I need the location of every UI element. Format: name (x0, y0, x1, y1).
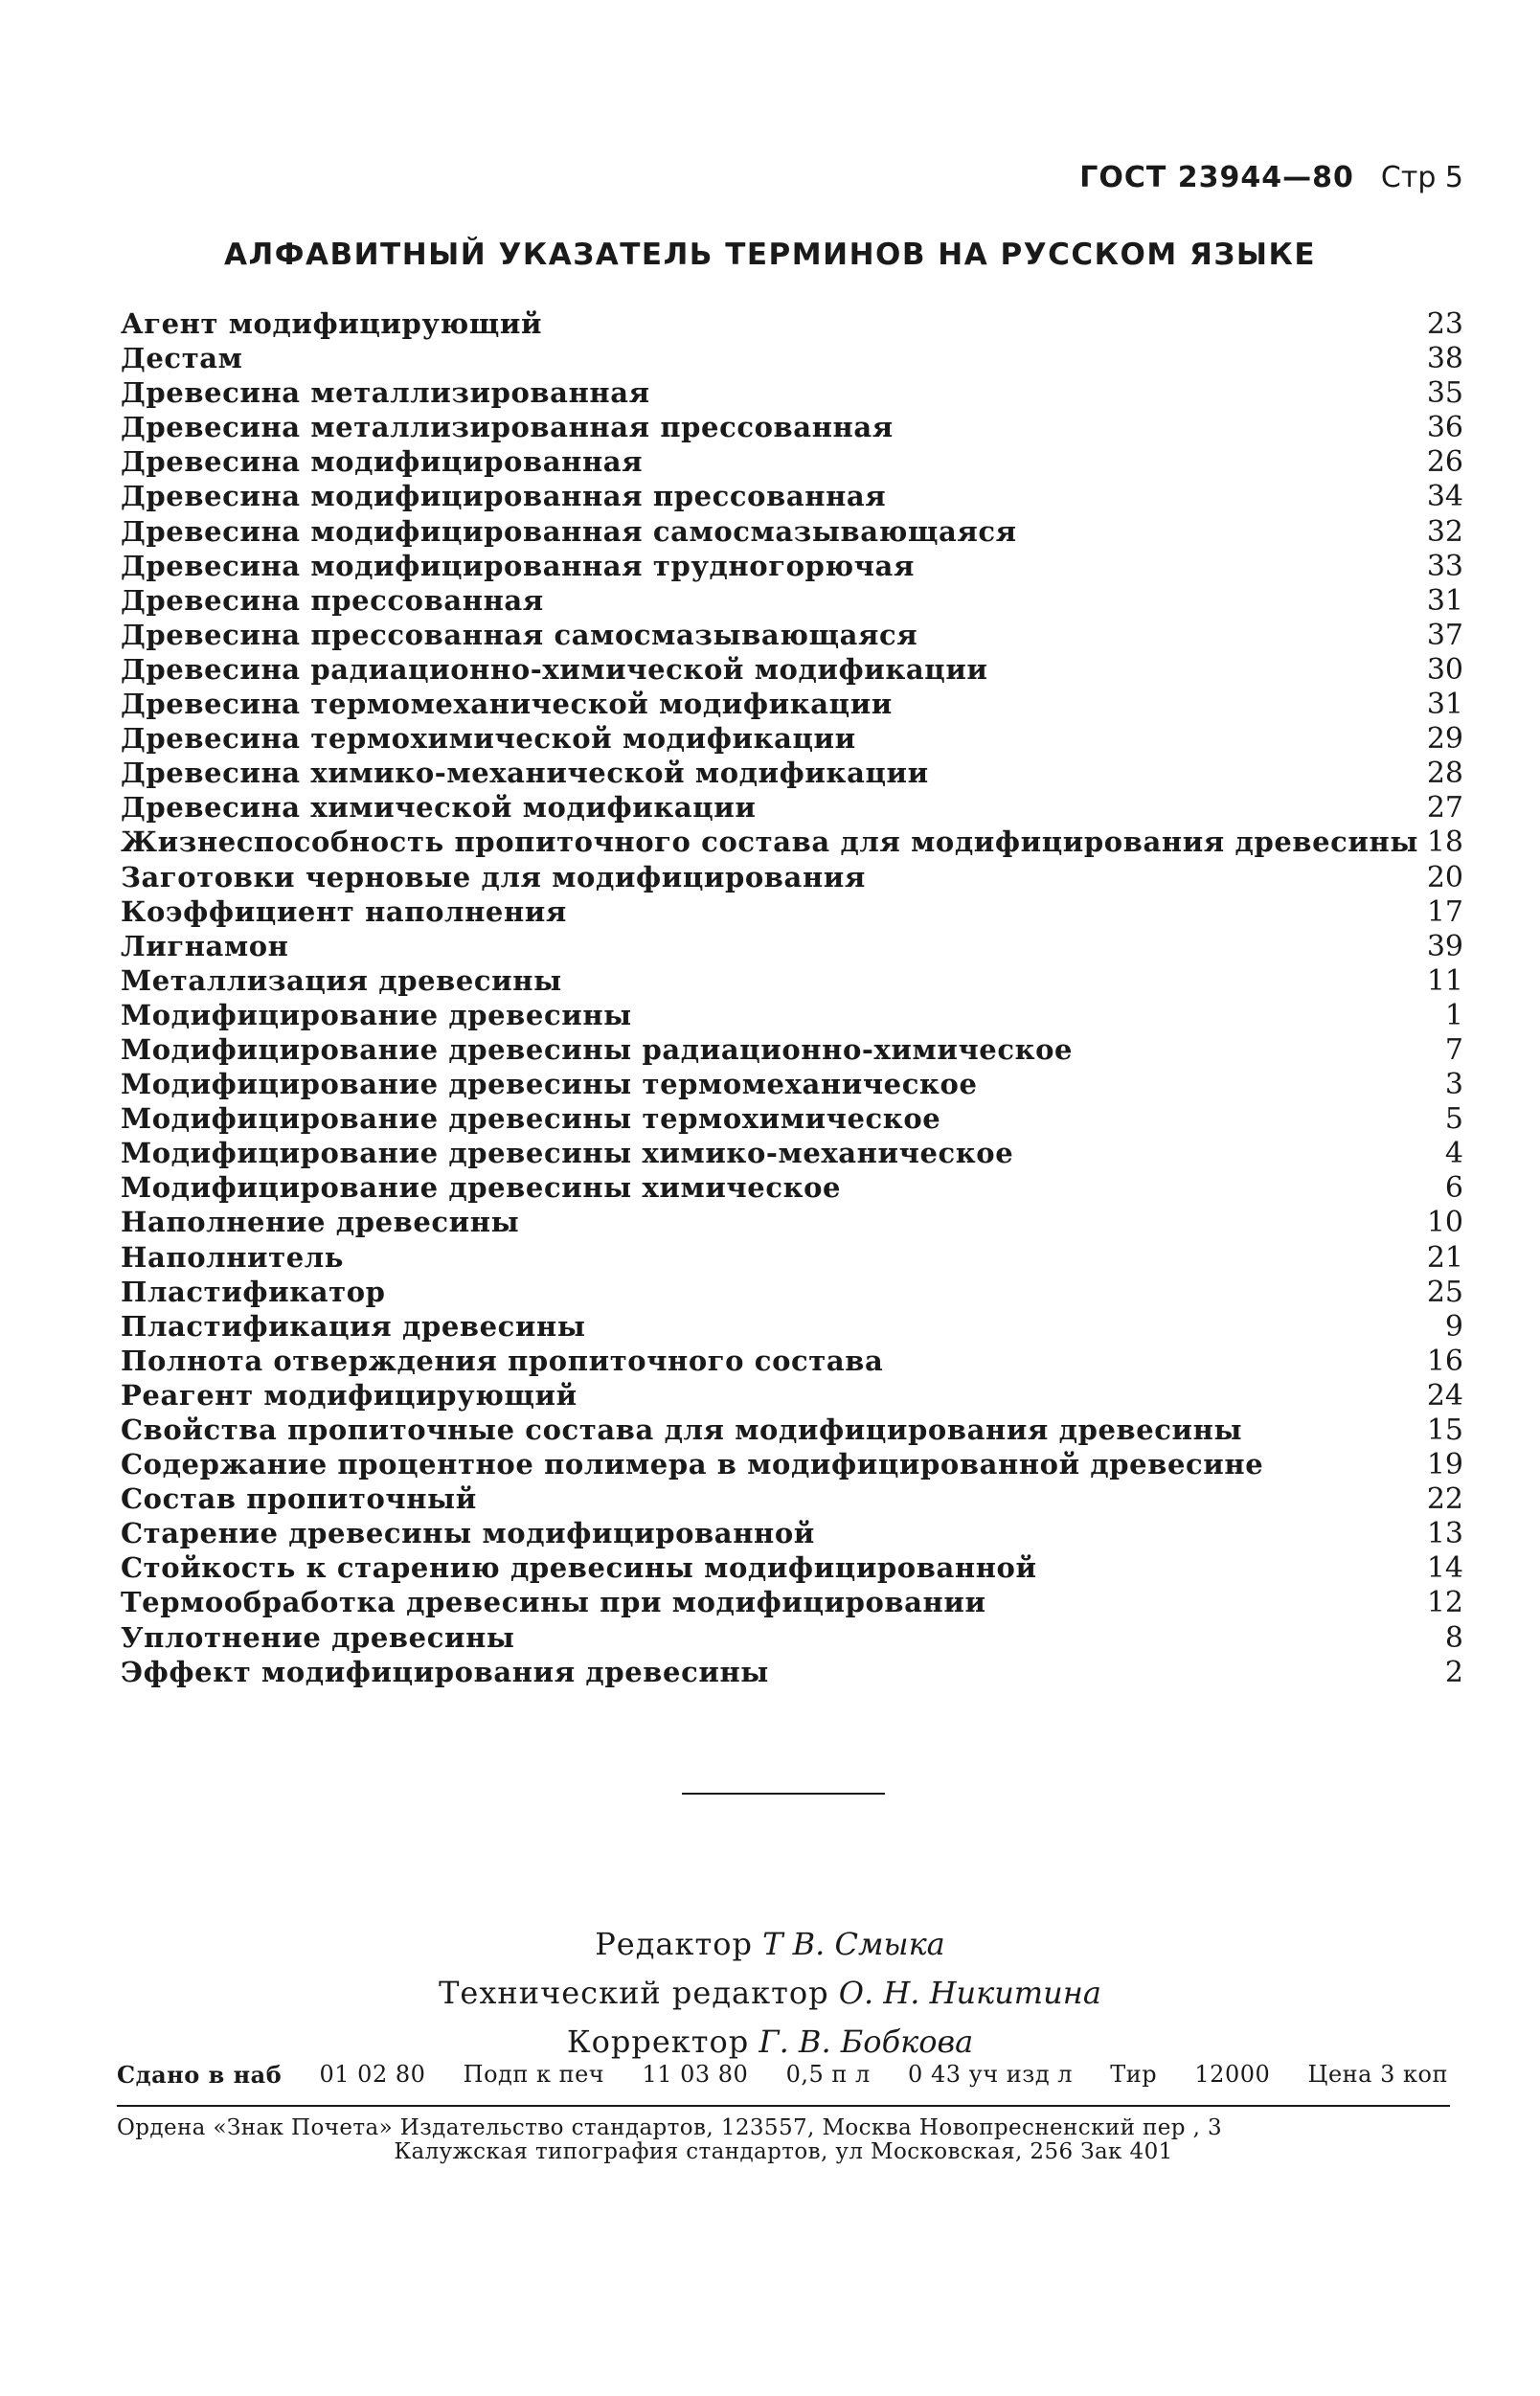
index-term: Состав пропиточный (121, 1482, 477, 1516)
index-entry (121, 756, 1463, 790)
index-number: 29 (1426, 722, 1463, 757)
index-entry (121, 1067, 1463, 1101)
imprint-field: 0,5 п л (785, 2061, 871, 2088)
index-entry (121, 998, 1463, 1032)
index-number: 5 (1444, 1102, 1463, 1137)
imprint-field: 01 02 80 (319, 2061, 426, 2088)
index-entry (121, 652, 1463, 687)
index-term: Лигнамон (121, 929, 289, 962)
index-entry (121, 1378, 1463, 1413)
index-number: 24 (1426, 1378, 1463, 1413)
index-number: 22 (1426, 1482, 1463, 1517)
corrector-name: Г. В. Бобкова (759, 2023, 974, 2060)
imprint-field: Тир (1110, 2061, 1158, 2088)
index-entry (121, 444, 1463, 479)
index-term: Полнота отверждения пропиточного состава (121, 1344, 884, 1377)
index-entry (121, 929, 1463, 963)
index-term: Старение древесины модифицированной (121, 1517, 815, 1550)
print-imprint (117, 2061, 1448, 2089)
index-entry (121, 375, 1463, 410)
index-term: Древесина металлизированная (121, 376, 650, 410)
index-term: Стойкость к старению древесины модифицированной (121, 1551, 1037, 1585)
index-entry (121, 1101, 1463, 1136)
index-entry (121, 963, 1463, 998)
index-number: 13 (1426, 1517, 1463, 1551)
index-entry (121, 1275, 1463, 1309)
index-number: 8 (1444, 1620, 1463, 1655)
index-entry (121, 1516, 1463, 1550)
page-title: АЛФАВИТНЫЙ УКАЗАТЕЛЬ ТЕРМИНОВ НА РУССКОМ ЯЗЫКЕ (224, 237, 1316, 272)
index-number: 30 (1426, 652, 1463, 687)
index-number: 12 (1426, 1586, 1463, 1620)
index-entry (121, 1585, 1463, 1619)
index-term: Древесина прессованная самосмазывающаяся (121, 618, 918, 651)
index-term: Пластификация древесины (121, 1309, 586, 1343)
index-number: 35 (1426, 376, 1463, 411)
index-term: Жизнеспособность пропиточного состава для модифицирования древесины (121, 825, 1419, 859)
index-number: 18 (1426, 825, 1463, 860)
index-number: 31 (1426, 688, 1463, 722)
index-term: Металлизация древесины (121, 963, 562, 997)
index-entry (121, 618, 1463, 652)
index-entry (121, 825, 1463, 859)
index-entry (121, 1240, 1463, 1275)
index-number: 34 (1426, 480, 1463, 514)
index-entry (121, 1550, 1463, 1585)
index-term: Модифицирование древесины термомеханическое (121, 1068, 978, 1101)
index-number: 25 (1426, 1275, 1463, 1309)
corrector-role: Корректор (566, 2023, 750, 2060)
index-term: Наполнение древесины (121, 1206, 520, 1239)
index-number: 31 (1426, 583, 1463, 618)
index-number: 17 (1426, 894, 1463, 929)
index-entry (121, 894, 1463, 929)
index-entry (121, 1620, 1463, 1655)
index-number: 32 (1426, 514, 1463, 549)
index-number: 23 (1426, 307, 1463, 341)
imprint-field: 12000 (1194, 2061, 1271, 2088)
index-number: 19 (1426, 1448, 1463, 1482)
index-entry (121, 514, 1463, 549)
index-number: 33 (1426, 549, 1463, 583)
index-term: Древесина модифицированная трудногорючая (121, 549, 915, 582)
index-number: 7 (1444, 1032, 1463, 1067)
index-term: Дестам (121, 342, 243, 375)
index-number: 21 (1426, 1240, 1463, 1275)
index-term: Древесина радиационно-химической модификации (121, 652, 988, 686)
imprint-field: Сдано в наб (117, 2061, 283, 2089)
index-entry (121, 1170, 1463, 1205)
imprint-field: Подп к печ (463, 2061, 605, 2088)
index-entry (121, 721, 1463, 756)
index-term: Модифицирование древесины (121, 998, 632, 1031)
editor-role: Редактор (595, 1926, 753, 1962)
index-term: Содержание процентное полимера в модифицированной древесине (121, 1448, 1264, 1481)
index-number: 11 (1426, 963, 1463, 998)
divider-rule (682, 1793, 885, 1795)
index-entry (121, 790, 1463, 825)
index-number: 36 (1426, 411, 1463, 445)
index-term: Модифицирование древесины термохимическое (121, 1102, 941, 1136)
index-entry (121, 1655, 1463, 1689)
index-number: 39 (1426, 929, 1463, 963)
index-entry (121, 1032, 1463, 1067)
corrector-line (0, 2018, 1540, 2067)
index-entry (121, 341, 1463, 375)
index-term: Древесина прессованная (121, 583, 544, 617)
index-entry (121, 1481, 1463, 1516)
imprint-field: 0 43 уч изд л (908, 2061, 1073, 2088)
index-term: Эффект модифицирования древесины (121, 1655, 769, 1688)
index-entry (121, 306, 1463, 341)
editor-line (0, 1920, 1540, 1969)
publisher-line: Ордена «Знак Почета» Издательство стандартов, 123557, Москва Новопресненский пер , 3 (117, 2115, 1223, 2140)
imprint-separator (117, 2105, 1450, 2107)
index-term: Заготовки черновые для модифицирования (121, 860, 866, 893)
index-number: 6 (1444, 1171, 1463, 1206)
index-number: 28 (1426, 757, 1463, 791)
index-number: 2 (1444, 1655, 1463, 1689)
index-number: 3 (1444, 1068, 1463, 1102)
index-term: Термообработка древесины при модифицировании (121, 1586, 986, 1619)
printer-line: Калужская типография стандартов, ул Московская, 256 Зак 401 (394, 2139, 1173, 2164)
imprint-field: Цена 3 коп (1307, 2061, 1448, 2088)
imprint-field: 11 03 80 (642, 2061, 749, 2088)
index-number: 20 (1426, 860, 1463, 894)
editor-name: Т В. Смыка (762, 1926, 945, 1962)
index-term: Модифицирование древесины химическое (121, 1171, 842, 1205)
index-entry (121, 583, 1463, 618)
index-term: Агент модифицирующий (121, 307, 543, 340)
index-number: 26 (1426, 445, 1463, 480)
index-term: Модифицирование древесины радиационно-химическое (121, 1032, 1074, 1066)
index-number: 15 (1426, 1413, 1463, 1447)
index-term: Наполнитель (121, 1240, 345, 1274)
index-entry (121, 410, 1463, 444)
index-entry (121, 1344, 1463, 1378)
index-term: Древесина металлизированная прессованная (121, 411, 894, 444)
index-number: 1 (1444, 998, 1463, 1032)
index-term: Коэффициент наполнения (121, 894, 567, 928)
index-term: Древесина термомеханической модификации (121, 688, 893, 721)
index-entry (121, 1413, 1463, 1447)
tech-editor-role: Технический редактор (439, 1975, 829, 2011)
index-term: Древесина модифицированная прессованная (121, 480, 887, 513)
index-term: Модифицирование древесины химико-механическое (121, 1137, 1014, 1170)
index-number: 9 (1444, 1309, 1463, 1344)
index-number: 14 (1426, 1551, 1463, 1586)
index-number: 37 (1426, 618, 1463, 652)
index-entry (121, 1205, 1463, 1239)
index-entry (121, 479, 1463, 513)
tech-editor-name: О. Н. Никитина (838, 1975, 1101, 2011)
page-number: Стр 5 (1380, 161, 1463, 194)
editorial-staff (0, 1920, 1540, 2067)
page-header (1079, 161, 1463, 194)
index-term: Уплотнение древесины (121, 1620, 515, 1654)
index-entry (121, 1447, 1463, 1481)
index-entry (121, 687, 1463, 721)
tech-editor-line (0, 1969, 1540, 2018)
index-term: Древесина химической модификации (121, 791, 757, 825)
index-term: Древесина модифицированная самосмазывающаяся (121, 514, 1017, 548)
index-term: Свойства пропиточные состава для модифицирования древесины (121, 1413, 1243, 1446)
index-term: Реагент модифицирующий (121, 1378, 578, 1412)
term-index (121, 306, 1463, 1689)
index-entry (121, 1309, 1463, 1344)
standard-number: ГОСТ 23944—80 (1079, 161, 1354, 194)
index-term: Пластификатор (121, 1275, 386, 1308)
index-number: 27 (1426, 791, 1463, 825)
index-number: 38 (1426, 342, 1463, 376)
index-term: Древесина термохимической модификации (121, 722, 856, 756)
index-term: Древесина модифицированная (121, 445, 644, 479)
index-term: Древесина химико-механической модификации (121, 757, 929, 790)
index-number: 4 (1444, 1137, 1463, 1171)
index-entry (121, 1136, 1463, 1170)
index-entry (121, 549, 1463, 583)
index-number: 16 (1426, 1344, 1463, 1378)
index-number: 10 (1426, 1206, 1463, 1240)
index-entry (121, 860, 1463, 894)
publisher-info (117, 2116, 1450, 2164)
